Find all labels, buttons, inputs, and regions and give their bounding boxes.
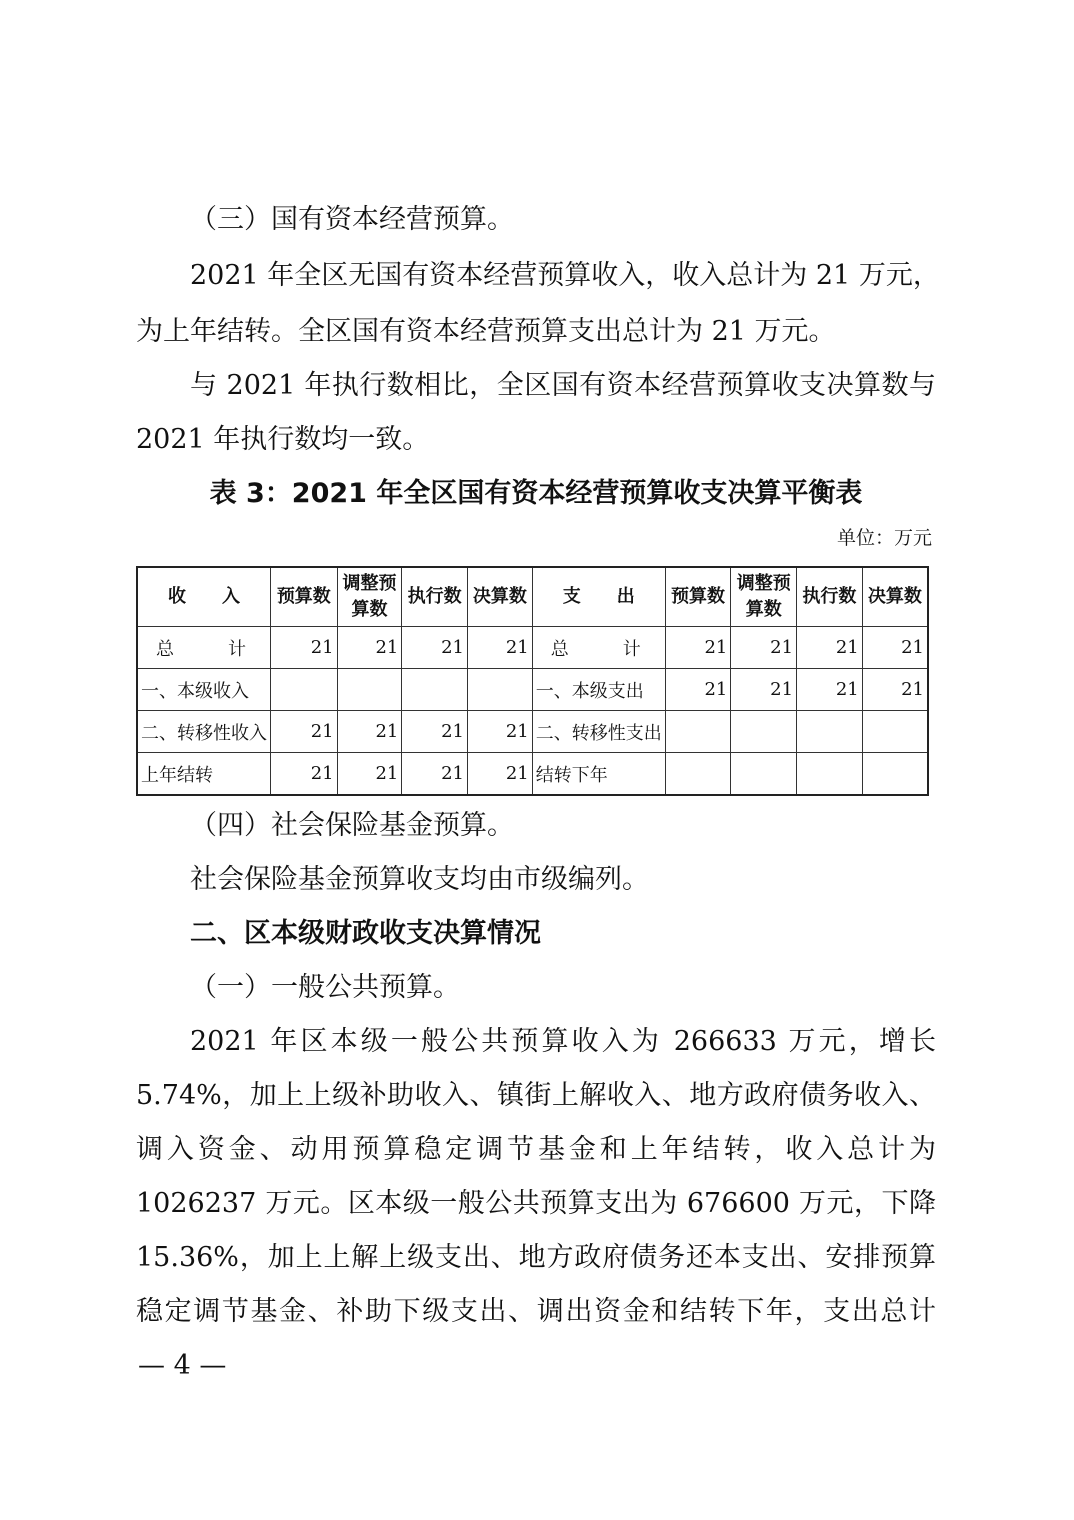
cell-value bbox=[731, 711, 797, 753]
paragraph-line: 与 2021 年执行数相比，全区国有资本经营预算收支决算数与 bbox=[190, 370, 936, 401]
table-row bbox=[137, 753, 928, 796]
cell-value: 21 bbox=[271, 627, 338, 669]
header-executed: 执行数 bbox=[797, 567, 863, 627]
row-label: 结转下年 bbox=[532, 753, 665, 796]
paragraph-line: 为上年结转。全区国有资本经营预算支出总计为 21 万元。 bbox=[136, 316, 836, 347]
paragraph-line: 调入资金、动用预算稳定调节基金和上年结转，收入总计为 bbox=[136, 1134, 936, 1165]
header-final: 决算数 bbox=[862, 567, 928, 627]
cell-value: 21 bbox=[337, 711, 402, 753]
heading-district-level: 二、区本级财政收支决算情况 bbox=[190, 918, 541, 949]
cell-value bbox=[271, 669, 338, 711]
heading-social-insurance: （四）社会保险基金预算。 bbox=[190, 810, 514, 841]
row-label: 总 计 bbox=[532, 627, 665, 669]
table-header-row bbox=[137, 567, 928, 627]
cell-value: 21 bbox=[271, 753, 338, 796]
cell-value: 21 bbox=[665, 669, 731, 711]
table-unit: 单位：万元 bbox=[836, 527, 932, 549]
cell-value: 21 bbox=[402, 711, 468, 753]
table-row bbox=[137, 627, 928, 669]
header-final: 决算数 bbox=[468, 567, 533, 627]
cell-value bbox=[797, 753, 863, 796]
cell-value: 21 bbox=[468, 627, 533, 669]
balance-table bbox=[136, 566, 929, 796]
heading-state-capital-budget: （三）国有资本经营预算。 bbox=[190, 204, 514, 235]
row-label: 总 计 bbox=[137, 627, 271, 669]
cell-value: 21 bbox=[797, 627, 863, 669]
paragraph-line: 社会保险基金预算收支均由市级编列。 bbox=[190, 864, 649, 895]
cell-value: 21 bbox=[402, 753, 468, 796]
cell-value bbox=[665, 753, 731, 796]
cell-value: 21 bbox=[337, 753, 402, 796]
header-adjusted: 调整预 算数 bbox=[731, 567, 797, 627]
paragraph-line: 2021 年全区无国有资本经营预算收入，收入总计为 21 万元， bbox=[190, 260, 940, 291]
cell-value bbox=[797, 711, 863, 753]
cell-value bbox=[862, 753, 928, 796]
row-label: 二、转移性收入 bbox=[137, 711, 271, 753]
cell-value bbox=[731, 753, 797, 796]
cell-value: 21 bbox=[402, 627, 468, 669]
cell-value: 21 bbox=[731, 627, 797, 669]
cell-value: 21 bbox=[271, 711, 338, 753]
paragraph-line: 15.36%，加上上解上级支出、地方政府债务还本支出、安排预算 bbox=[136, 1242, 936, 1273]
row-label: 一、本级收入 bbox=[137, 669, 271, 711]
cell-value bbox=[468, 669, 533, 711]
cell-value: 21 bbox=[665, 627, 731, 669]
row-label: 上年结转 bbox=[137, 753, 271, 796]
paragraph-line: 1026237 万元。区本级一般公共预算支出为 676600 万元，下降 bbox=[136, 1188, 936, 1219]
cell-value bbox=[402, 669, 468, 711]
header-adjusted: 调整预 算数 bbox=[337, 567, 402, 627]
table-caption: 表 3：2021 年全区国有资本经营预算收支决算平衡表 bbox=[209, 478, 863, 509]
table-row bbox=[137, 711, 928, 753]
paragraph-line: 5.74%，加上上级补助收入、镇街上解收入、地方政府债务收入、 bbox=[136, 1080, 936, 1111]
row-label: 一、本级支出 bbox=[532, 669, 665, 711]
header-executed: 执行数 bbox=[402, 567, 468, 627]
header-income: 收 入 bbox=[137, 567, 271, 627]
heading-general-budget: （一）一般公共预算。 bbox=[190, 972, 460, 1003]
page-number: — 4 — bbox=[138, 1350, 227, 1381]
table-row bbox=[137, 669, 928, 711]
cell-value bbox=[862, 711, 928, 753]
cell-value: 21 bbox=[731, 669, 797, 711]
paragraph-line: 稳定调节基金、补助下级支出、调出资金和结转下年，支出总计 bbox=[136, 1296, 936, 1327]
cell-value bbox=[665, 711, 731, 753]
header-budget: 预算数 bbox=[271, 567, 338, 627]
paragraph-line: 2021 年执行数均一致。 bbox=[136, 424, 430, 455]
paragraph-line: 2021 年区本级一般公共预算收入为 266633 万元，增长 bbox=[190, 1026, 936, 1057]
header-expense: 支 出 bbox=[532, 567, 665, 627]
cell-value: 21 bbox=[862, 669, 928, 711]
cell-value: 21 bbox=[797, 669, 863, 711]
cell-value bbox=[337, 669, 402, 711]
header-budget: 预算数 bbox=[665, 567, 731, 627]
row-label: 二、转移性支出 bbox=[532, 711, 665, 753]
cell-value: 21 bbox=[337, 627, 402, 669]
cell-value: 21 bbox=[468, 753, 533, 796]
cell-value: 21 bbox=[862, 627, 928, 669]
cell-value: 21 bbox=[468, 711, 533, 753]
